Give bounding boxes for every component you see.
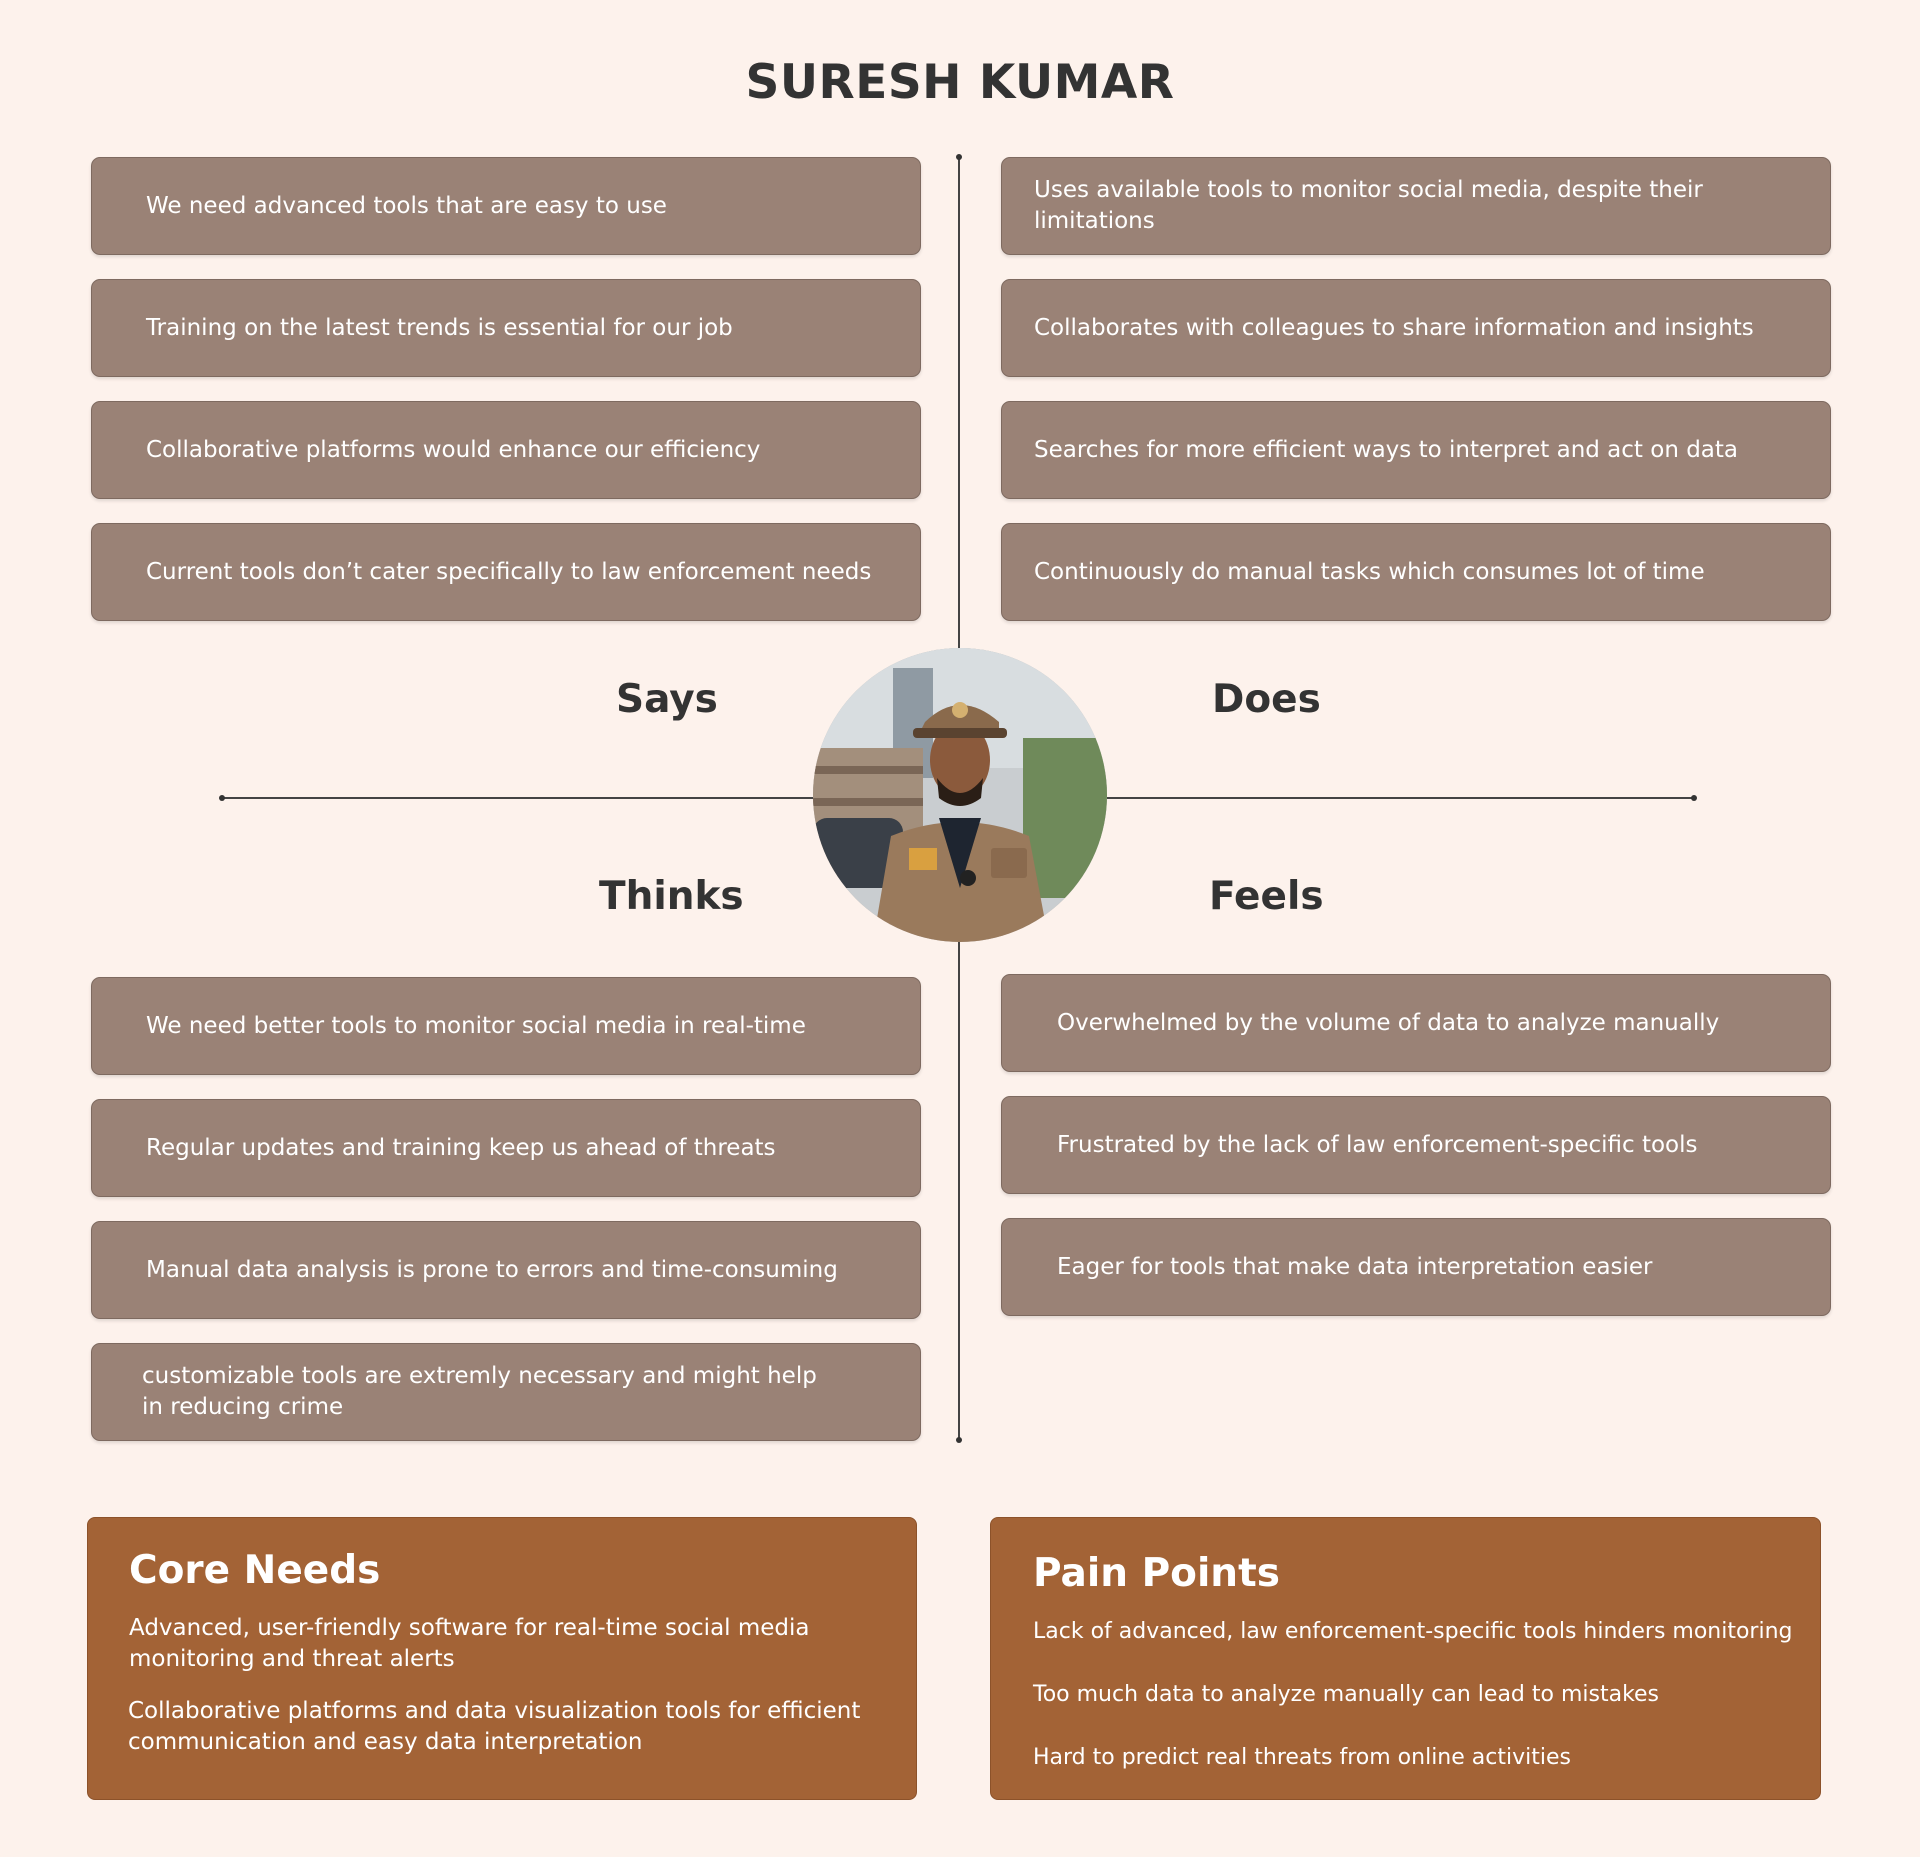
- says-card: [91, 279, 921, 377]
- does-card: [1001, 279, 1831, 377]
- core-needs-item: Collaborative platforms and data visualization tools for efficient communication and easy data interpretation: [128, 1698, 861, 1755]
- thinks-card: [91, 977, 921, 1075]
- thinks-card-text: customizable tools are extremly necessary and might help in reducing crime: [142, 1363, 817, 1420]
- says-card: [91, 157, 921, 255]
- persona-avatar: [813, 648, 1107, 942]
- says-card-text: Training on the latest trends is essential for our job: [146, 314, 733, 341]
- axis-end-dot: [219, 795, 225, 801]
- says-card-text: Current tools don’t cater specifically to law enforcement needs: [146, 558, 872, 585]
- pain-points-panel: [990, 1517, 1821, 1800]
- core-needs-item: Advanced, user-friendly software for real-time social media monitoring and threat alerts: [129, 1615, 810, 1672]
- feels-card-text: Overwhelmed by the volume of data to analyze manually: [1057, 1009, 1720, 1036]
- says-card-text: We need advanced tools that are easy to use: [146, 192, 667, 219]
- police-officer-portrait-icon: [813, 648, 1107, 942]
- does-card: [1001, 523, 1831, 621]
- thinks-card-text: Manual data analysis is prone to errors and time-consuming: [146, 1256, 838, 1283]
- thinks-card: [91, 1343, 921, 1441]
- pain-points-title: Pain Points: [1033, 1551, 1280, 1596]
- persona-name: SURESH KUMAR: [745, 55, 1175, 110]
- core-needs-panel: [87, 1517, 917, 1800]
- does-card: [1001, 157, 1831, 255]
- does-card-text: Continuously do manual tasks which consumes lot of time: [1034, 558, 1705, 585]
- axis-end-dot: [956, 154, 962, 160]
- pain-points-item: Too much data to analyze manually can lead to mistakes: [1033, 1682, 1660, 1707]
- thinks-label: Thinks: [599, 874, 744, 919]
- says-label: Says: [616, 677, 718, 722]
- says-card: [91, 401, 921, 499]
- pain-points-item: Lack of advanced, law enforcement-specific tools hinders monitoring: [1033, 1619, 1793, 1644]
- thinks-card: [91, 1099, 921, 1197]
- does-card-text: Searches for more efficient ways to interpret and act on data: [1034, 436, 1739, 463]
- does-card: [1001, 401, 1831, 499]
- feels-card: [1001, 1096, 1831, 1194]
- thinks-card-text: We need better tools to monitor social media in real-time: [146, 1012, 806, 1039]
- thinks-card: [91, 1221, 921, 1319]
- feels-card: [1001, 974, 1831, 1072]
- axis-end-dot: [956, 1437, 962, 1443]
- does-label: Does: [1212, 677, 1321, 722]
- feels-card-text: Eager for tools that make data interpretation easier: [1057, 1253, 1653, 1280]
- feels-card: [1001, 1218, 1831, 1316]
- feels-label: Feels: [1209, 874, 1324, 919]
- core-needs-title: Core Needs: [129, 1548, 381, 1593]
- thinks-card-text: Regular updates and training keep us ahead of threats: [146, 1134, 776, 1161]
- does-card-text: Collaborates with colleagues to share information and insights: [1034, 314, 1754, 341]
- does-card-text: Uses available tools to monitor social media, despite their limitations: [1034, 177, 1703, 234]
- says-card: [91, 523, 921, 621]
- feels-card-text: Frustrated by the lack of law enforcement-specific tools: [1057, 1131, 1698, 1158]
- pain-points-item: Hard to predict real threats from online activities: [1033, 1745, 1571, 1770]
- axis-end-dot: [1691, 795, 1697, 801]
- says-card-text: Collaborative platforms would enhance our efficiency: [146, 436, 761, 463]
